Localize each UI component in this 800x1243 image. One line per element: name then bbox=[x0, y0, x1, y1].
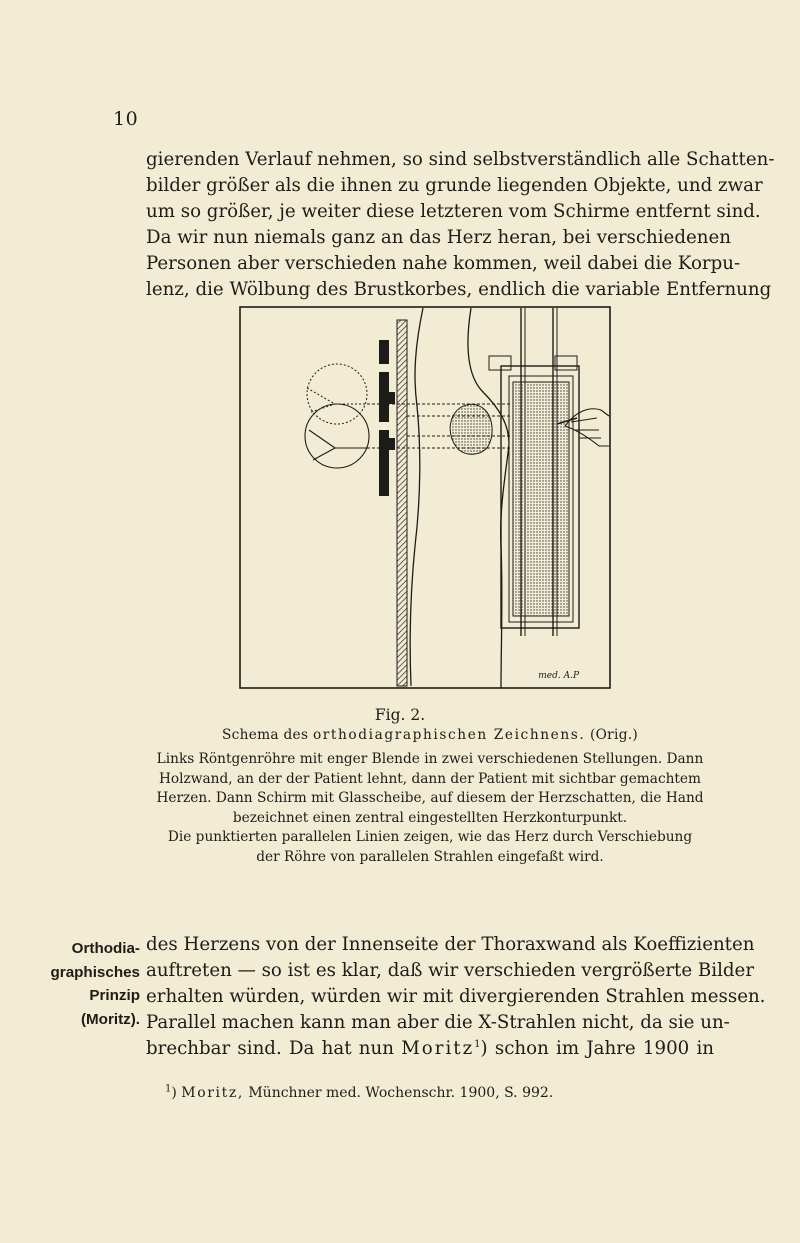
figure-signature: med. A.P bbox=[538, 671, 579, 681]
footnote-author: Moritz, bbox=[181, 1085, 244, 1101]
caption-title bbox=[146, 726, 714, 746]
margin-note-line: graphisches bbox=[50, 963, 140, 981]
text-line: gierenden Verlauf nehmen, so sind selbstverständlich alle Schatten- bbox=[146, 149, 775, 170]
margin-note-line: (Moritz). bbox=[80, 1010, 140, 1028]
orthodiagraph-figure bbox=[239, 306, 611, 689]
text-line: lenz, die Wölbung des Brustkorbes, endlich die variable Entfernung bbox=[146, 279, 772, 300]
wooden-wall bbox=[397, 320, 407, 686]
footnote-text: Münchner med. Wochenschr. 1900, S. 992. bbox=[248, 1085, 554, 1101]
footnote bbox=[165, 1085, 553, 1101]
text-line: bilder größer als die ihnen zu grunde liegenden Objekte, und zwar bbox=[146, 175, 763, 196]
text-line: Personen aber verschieden nahe kommen, weil dabei die Korpu- bbox=[146, 253, 741, 274]
caption-line: Die punktierten parallelen Linien zeigen, wie das Herz durch Verschiebung bbox=[167, 829, 693, 846]
text-line: um so größer, je weiter diese letzteren vom Schirme entfernt sind. bbox=[146, 201, 761, 222]
caption-body bbox=[146, 750, 714, 868]
page-number: 10 bbox=[113, 108, 139, 130]
text-line: Parallel machen kann man aber die X-Strahlen nicht, da sie un- bbox=[146, 1012, 730, 1033]
xray-tube-upper bbox=[307, 364, 367, 424]
text-line: auftreten — so ist es klar, daß wir verschieden vergrößerte Bilder bbox=[146, 960, 755, 981]
xray-tube-lower bbox=[305, 404, 369, 468]
caption-title-suffix: (Orig.) bbox=[590, 727, 639, 743]
heart-shadow bbox=[450, 404, 492, 454]
text-line: Da wir nun niemals ganz an das Herz heran, bei verschiedenen bbox=[146, 227, 731, 248]
caption-title-spaced: orthodiagraphischen Zeichnens. bbox=[312, 727, 586, 743]
margin-note bbox=[28, 937, 140, 1031]
patient-outline bbox=[410, 308, 509, 688]
footnote-marker: 1 bbox=[165, 1083, 172, 1095]
author-name: Moritz bbox=[401, 1038, 475, 1059]
caption-line: Links Röntgenröhre mit enger Blende in zwei verschiedenen Stellungen. Dann bbox=[156, 751, 704, 767]
margin-note-line: Orthodia- bbox=[71, 940, 140, 957]
margin-note-line: Prinzip bbox=[89, 987, 140, 1004]
aperture-plate bbox=[379, 340, 395, 496]
caption-line: bezeichnet einen zentral eingestellten Herzkonturpunkt. bbox=[232, 809, 628, 826]
text-line bbox=[146, 1036, 714, 1062]
text-fragment: ) schon im Jahre 1900 in bbox=[480, 1038, 714, 1059]
caption-line: Holzwand, an der der Patient lehnt, dann der Patient mit sichtbar gemachtem bbox=[159, 770, 701, 787]
caption-line: der Röhre von parallelen Strahlen eingefaßt wird. bbox=[256, 848, 604, 865]
text-line: des Herzens von der Innenseite der Thoraxwand als Koeffizienten bbox=[146, 934, 755, 955]
paragraph-bottom bbox=[146, 932, 766, 1062]
figure-label: Fig. 2. bbox=[374, 706, 426, 724]
text-line: erhalten würden, würden wir mit divergierenden Strahlen messen. bbox=[146, 986, 766, 1007]
text-fragment: brechbar sind. Da hat nun bbox=[146, 1038, 394, 1059]
fluoroscopic-screen bbox=[489, 308, 579, 636]
footnote-ref[interactable]: 1 bbox=[474, 1038, 481, 1050]
caption-title-prefix: Schema des bbox=[221, 727, 309, 743]
paragraph-top bbox=[146, 147, 775, 303]
caption-line: Herzen. Dann Schirm mit Glasscheibe, auf diesem der Herzschatten, die Hand bbox=[156, 790, 704, 807]
footnote-paren: ) bbox=[171, 1085, 177, 1101]
